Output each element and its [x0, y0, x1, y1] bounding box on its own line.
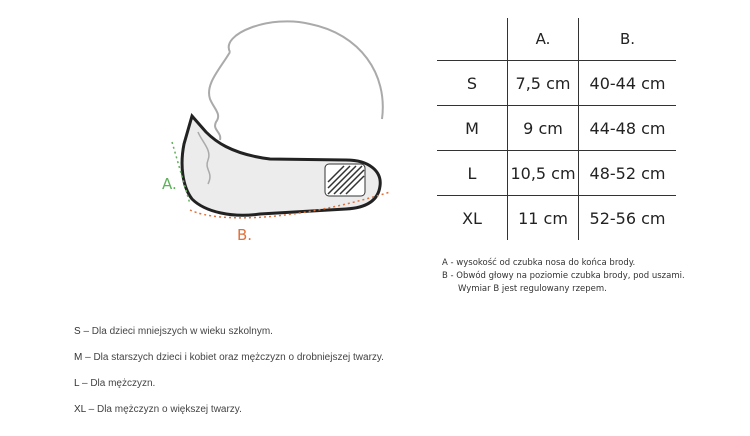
table-row	[437, 151, 676, 196]
size-description: – Dla dzieci mniejszych w wieku szkolnym.	[80, 326, 273, 337]
cell-size: L	[467, 163, 477, 183]
cell-a: 10,5 cm	[508, 151, 579, 196]
header-b: B.	[619, 30, 636, 48]
table-header-row	[437, 18, 676, 61]
size-description: – Dla starszych dzieci i kobiet oraz mężczyzn o drobniejszej twarzy.	[82, 352, 384, 363]
list-item	[74, 378, 384, 390]
table-row	[437, 196, 676, 241]
table-row	[437, 106, 676, 151]
cell-b: 52-56 cm	[589, 208, 666, 228]
size-description: – Dla mężczyzn o większej twarzy.	[85, 404, 242, 415]
dimension-b-label: B.	[237, 226, 253, 244]
size-descriptions	[74, 326, 384, 430]
mask-illustration	[150, 14, 410, 254]
legend-b: B - Obwód głowy na poziomie czubka brody, pod uszami.	[442, 271, 685, 281]
cell-size: M	[465, 118, 479, 138]
dimension-a-label: A.	[162, 175, 177, 193]
head-outline	[229, 21, 383, 119]
dimension-legend	[442, 257, 685, 296]
size-table	[437, 18, 676, 240]
cell-size: S	[466, 73, 478, 93]
cell-size: XL	[462, 208, 482, 228]
cell-b: 48-52 cm	[589, 163, 666, 183]
header-a: A.	[508, 18, 579, 61]
legend-a: A - wysokość od czubka nosa do końca brody.	[442, 258, 636, 268]
size-code: XL	[74, 404, 86, 415]
size-code: M	[74, 352, 83, 363]
cell-a: 11 cm	[508, 196, 579, 241]
size-code: S	[74, 326, 81, 337]
table-row	[437, 61, 676, 106]
size-code: L	[74, 378, 80, 389]
legend-b-note: Wymiar B jest regulowany rzepem.	[458, 284, 607, 294]
cell-a: 7,5 cm	[508, 61, 579, 106]
face-profile	[209, 52, 230, 140]
cell-b: 44-48 cm	[589, 118, 666, 138]
list-item	[74, 404, 384, 416]
cell-b: 40-44 cm	[589, 73, 666, 93]
header-size	[437, 18, 508, 61]
list-item	[74, 352, 384, 364]
cell-a: 9 cm	[508, 106, 579, 151]
list-item	[74, 326, 384, 338]
size-description: – Dla mężczyzn.	[79, 378, 156, 389]
